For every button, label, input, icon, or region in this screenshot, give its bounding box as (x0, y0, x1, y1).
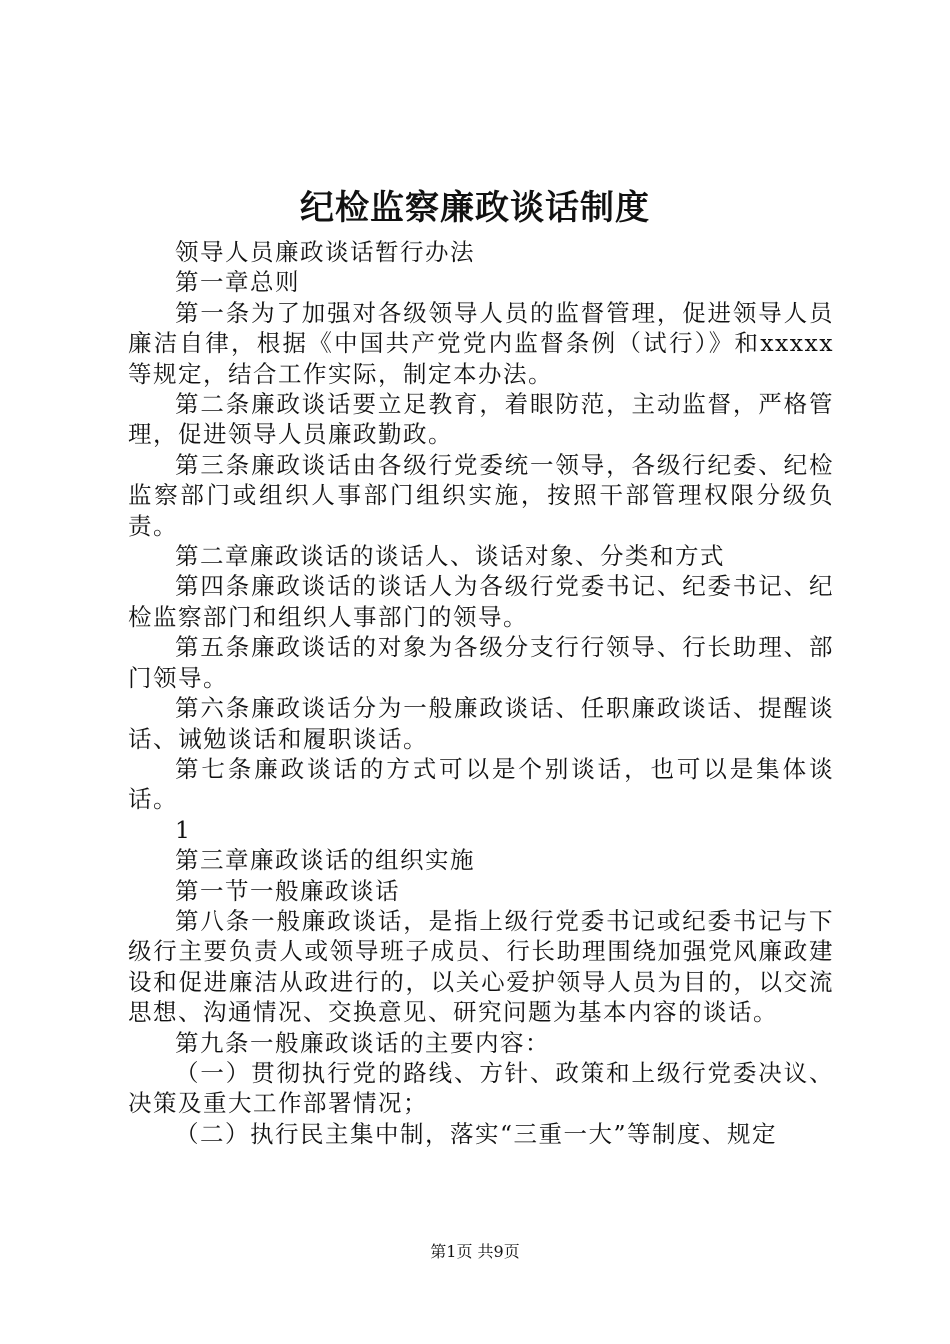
list-item: （二）执行民主集中制，落实“三重一大”等制度、规定 (175, 1119, 778, 1148)
section-heading: 第一节一般廉政谈话 (175, 876, 400, 905)
document-title: 纪检监察廉政谈话制度 (300, 188, 650, 228)
document-body (128, 237, 834, 1149)
paragraph: 第八条一般廉政谈话，是指上级行党委书记或纪委书记与下级行主要负责人或领导班子成员、行长助理围绕加强党风廉政建设和促进廉洁从政进行的，以关心爱护领导人员为目的，以交流思想、沟通情况、交换意见、研究问题为基本内容的谈话。 (128, 906, 834, 1027)
paragraph: 第九条一般廉政谈话的主要内容： (175, 1028, 550, 1057)
paragraph: 第六条廉政谈话分为一般廉政谈话、任职廉政谈话、提醒谈话、诫勉谈话和履职谈话。 (128, 694, 834, 753)
paragraph: 第四条廉政谈话的谈话人为各级行党委书记、纪委书记、纪检监察部门和组织人事部门的领导。 (128, 572, 834, 631)
paragraph: 领导人员廉政谈话暂行办法 (175, 238, 475, 266)
paragraph: 第五条廉政谈话的对象为各级分支行行领导、行长助理、部门领导。 (128, 633, 834, 692)
chapter-heading: 第一章总则 (175, 268, 300, 297)
list-item: （一）贯彻执行党的路线、方针、政策和上级行党委决议、决策及重大工作部署情况； (128, 1058, 834, 1118)
inline-page-number: 1 (175, 815, 192, 844)
paragraph: 第一条为了加强对各级领导人员的监督管理，促进领导人员廉洁自律，根据《中国共产党党内监督条例（试行）》和xxxxx等规定，结合工作实际，制定本办法。 (128, 298, 834, 388)
page-indicator: 第1页 共9页 (430, 1242, 520, 1261)
paragraph: 第三条廉政谈话由各级行党委统一领导，各级行纪委、纪检监察部门或组织人事部门组织实施，按照干部管理权限分级负责。 (128, 450, 834, 540)
chapter-heading: 第三章廉政谈话的组织实施 (175, 846, 475, 875)
paragraph: 第二条廉政谈话要立足教育，着眼防范，主动监督，严格管理，促进领导人员廉政勤政。 (128, 390, 834, 449)
paragraph: 第七条廉政谈话的方式可以是个别谈话，也可以是集体谈话。 (128, 754, 834, 814)
chapter-heading: 第二章廉政谈话的谈话人、谈话对象、分类和方式 (175, 542, 725, 571)
